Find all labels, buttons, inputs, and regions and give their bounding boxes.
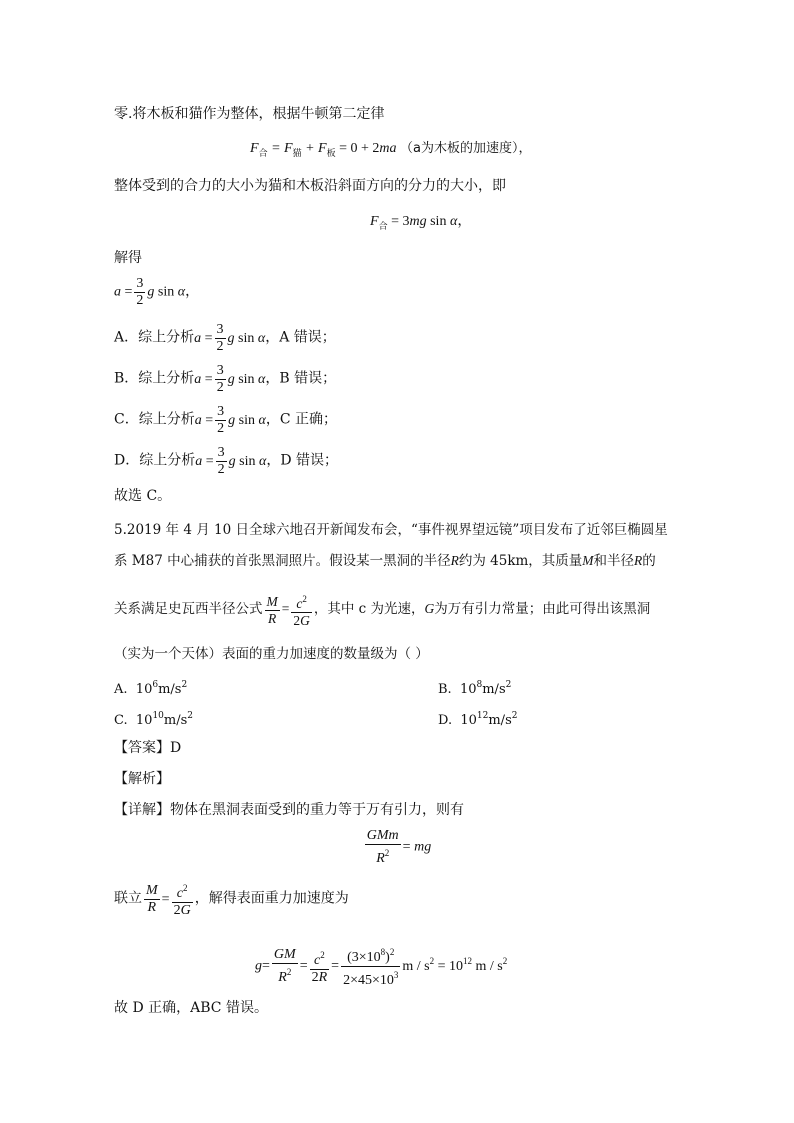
answer-value: D — [170, 740, 182, 756]
equation-net-force: $F_合 = F_猫 + F_板 = 0 + 2ma$ （a为木板的加速度）， — [250, 141, 532, 158]
question-5-line-3: 关系满足史瓦西半径公式 $\frac{M}{R}$ = $\frac{c^2}{2G}$ ，其中 c 为光速，G为万有引力常量；由此可得出该黑洞 — [114, 591, 650, 629]
text-line-2: 整体受到的合力的大小为猫和木板沿斜面方向的分力的大小，即 — [114, 178, 506, 194]
detail-tag: 【详解】 — [114, 802, 170, 818]
answer-tag: 【答案】 — [114, 740, 170, 756]
equation-acceleration: a = $\frac{3}{2}$ g sin α， — [114, 276, 200, 308]
equation-final-g: g= $\frac{GM}{R^2}$ = $\frac{c^2}{2R}$ = $\frac{(3\times 10^8)^2}{2\times 45\times 10^3}$ $m / s^2 = 10^{12}$ m / $s^2$ — [255, 944, 507, 989]
final-conclusion: 故 D 正确，ABC 错误。 — [114, 1000, 268, 1016]
analysis-option-a: A．综上分析a = $\frac{3}{2}$ g sin α，A 错误； — [114, 322, 336, 354]
text-solve: 解得 — [114, 250, 142, 266]
equation-net-force-value: $F_合 = 3mg$ sin α， — [370, 214, 472, 231]
option-c: C. $10^{10}m/s^2$ — [114, 711, 194, 728]
option-d: D. $10^{12}m/s^2$ — [438, 711, 518, 728]
conclusion-c: 故选 C。 — [114, 488, 172, 504]
question-5-line-4: （实为一个天体）表面的重力加速度的数量级为（ ） — [114, 646, 429, 662]
analysis-option-d: D．综上分析a = $\frac{3}{2}$ g sin α，D 错误； — [114, 445, 339, 477]
answer-line — [114, 738, 181, 758]
option-b: B. $10^8m/s^2$ — [438, 680, 512, 697]
analysis-option-b: B．综上分析a = $\frac{3}{2}$ g sin α，B 错误； — [114, 363, 337, 395]
equation-note: （a为木板的加速度）， — [400, 141, 532, 156]
question-5-line-2: 系 M87 中心捕获的首张黑洞照片。假设某一黑洞的半径R约为 45km，其质量M和半径R的 — [114, 553, 656, 569]
analysis-option-c: C．综上分析a = $\frac{3}{2}$ g sin α，C 正确； — [114, 404, 337, 436]
text-line-1: 零.将木板和猫作为整体，根据牛顿第二定律 — [114, 106, 385, 122]
analysis-tag: 【解析】 — [114, 771, 170, 787]
question-5-line-1: 5.2019 年 4 月 10 日全球六地召开新闻发布会，“事件视界望远镜”项目发布了近邻巨椭圆星 — [114, 522, 668, 538]
detail-line: 【详解】物体在黑洞表面受到的重力等于万有引力，则有 — [114, 802, 464, 818]
combine-line: 联立 $\frac{M}{R}$ = $\frac{c^2}{2G}$ ，解得表面重力加速度为 — [114, 880, 349, 919]
option-a: A. $10^6m/s^2$ — [114, 680, 188, 697]
equation-gravity: $\frac{\text{GMm}}{R^2}$ = mg — [366, 828, 432, 866]
